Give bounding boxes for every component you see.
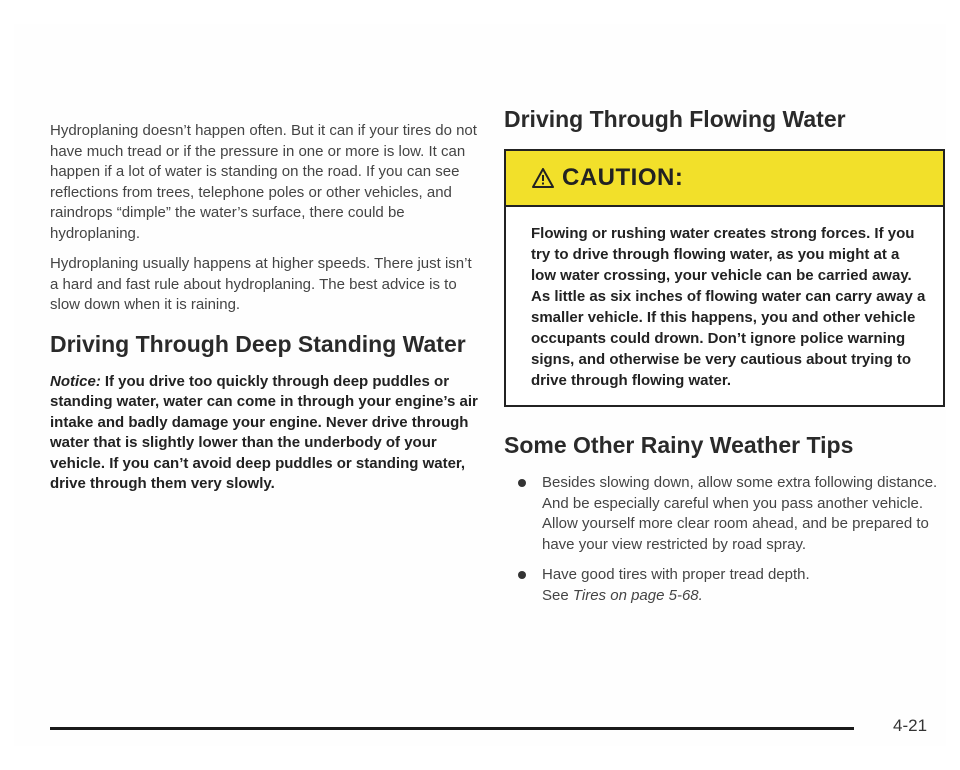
cross-reference-link[interactable]: Tires on page 5-68. — [572, 586, 703, 604]
footer-rule — [50, 727, 854, 730]
bullet-icon — [518, 479, 526, 487]
page-number: 4-21 — [893, 716, 928, 735]
notice-block — [50, 372, 480, 495]
warning-triangle-icon — [532, 168, 554, 188]
right-column — [504, 106, 939, 616]
section-heading-flowing-water: Driving Through Flowing Water — [504, 106, 846, 132]
notice-text: If you drive too quickly through deep puddles or standing water, water can come in through your engine’s air intake and badly damage your engine. Never drive through water that is slightly lower than the underbody of your vehicle. If you can’t avoid deep puddles or standing water, drive through them very slowly. — [50, 372, 478, 492]
bullet-icon — [518, 571, 526, 579]
tips-list — [504, 473, 939, 606]
caution-header — [506, 151, 943, 207]
caution-box — [504, 149, 945, 407]
caution-title: CAUTION: — [562, 164, 684, 191]
section-heading-rainy-weather-tips: Some Other Rainy Weather Tips — [504, 432, 854, 458]
cross-reference — [542, 586, 939, 607]
list-item — [504, 565, 939, 606]
manual-page — [14, 24, 946, 746]
hydroplaning-paragraph-2: Hydroplaning usually happens at higher speeds. There just isn’t a hard and fast rule about hydroplaning. The best advice is to slow down when it is raining. — [50, 255, 472, 313]
list-item — [504, 473, 939, 555]
tip-text: Besides slowing down, allow some extra following distance. And be especially careful when you pass another vehicle. Allow yourself more clear room ahead, and be prepared to have your view restricted by road spray. — [542, 474, 938, 553]
notice-label: Notice: — [50, 372, 101, 390]
tip-text: Have good tires with proper tread depth. — [542, 566, 810, 583]
left-column — [50, 121, 480, 495]
section-heading-deep-standing-water: Driving Through Deep Standing Water — [50, 330, 466, 357]
caution-text: Flowing or rushing water creates strong forces. If you try to drive through flowing water, as you might at a low water crossing, your vehicle can be carried away. As little as six inches of flowing water can carry away a smaller vehicle. If this happens, you and other vehicle occupants could drown. Don’t ignore police warning signs, and otherwise be very cautious about trying to drive through flowing water. — [531, 225, 926, 389]
cross-reference-prefix: See — [542, 586, 573, 604]
hydroplaning-paragraph-1: Hydroplaning doesn’t happen often. But it can if your tires do not have much tread or if the pressure in one or more is low. It can happen if a lot of water is standing on the road. If you can see reflections from trees, telephone poles or other vehicles, and raindrops “dimple” the water’s surface, there could be hydroplaning. — [50, 122, 477, 242]
